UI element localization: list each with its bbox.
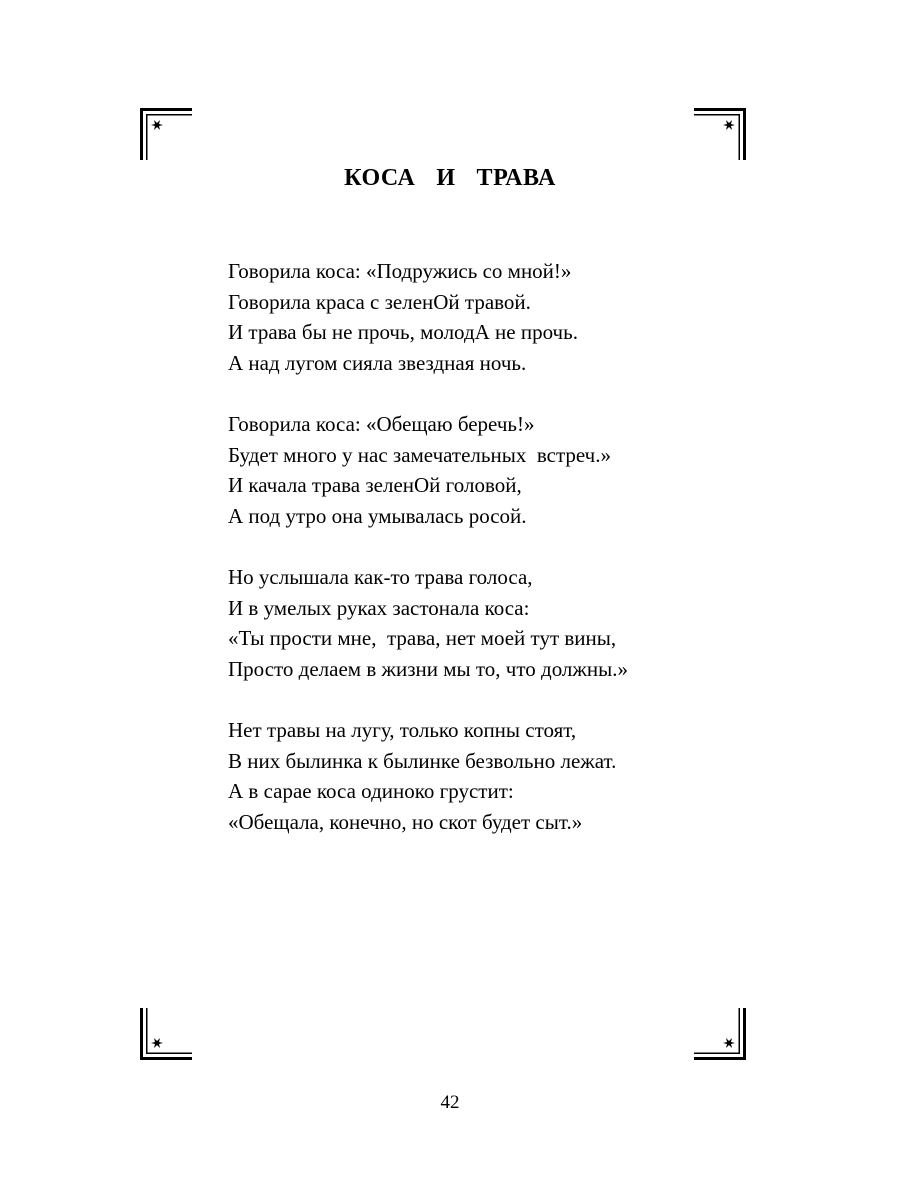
- poem-line: И трава бы не прочь, молодА не прочь.: [228, 320, 578, 344]
- poem-line: А под утро она умывалась росой.: [228, 503, 527, 528]
- poem-title: КОСА И ТРАВА: [344, 165, 556, 191]
- poem-line: Нет травы на лугу, только копны стоят,: [228, 718, 577, 742]
- corner-ornament-bottom-right-icon: [692, 1006, 748, 1062]
- poem-line: «Ты прости мне, трава, нет моей тут вины,: [228, 626, 617, 650]
- poem-line: Будет много у нас замечательных встреч.»: [228, 442, 611, 467]
- poem-line: А над лугом сияла звездная ночь.: [228, 350, 527, 375]
- stanza-4: [228, 715, 788, 837]
- poem-line: Просто делаем в жизни мы то, что должны.»: [228, 656, 629, 681]
- poem-body: [228, 256, 788, 868]
- poem-line: И качала трава зеленОй головой,: [228, 473, 522, 497]
- corner-ornament-top-right-icon: [692, 106, 748, 162]
- poem-line: В них былинка к былинке безвольно лежат.: [228, 748, 617, 773]
- poem-line: Говорила коса: «Обещаю беречь!»: [228, 412, 535, 436]
- poem-line: А в сарае коса одиноко грустит:: [228, 779, 514, 803]
- stanza-3: [228, 562, 788, 684]
- poem-line: Говорила краса с зеленОй травой.: [228, 289, 531, 314]
- poem-line: «Обещала, конечно, но скот будет сыт.»: [228, 809, 583, 834]
- poem-line: И в умелых руках застонала коса:: [228, 595, 530, 620]
- poem-line: Говорила коса: «Подружись со мной!»: [228, 259, 572, 283]
- stanza-1: [228, 256, 788, 378]
- poem-line: Но услышала как-то трава голоса,: [228, 565, 533, 589]
- page-number: 42: [440, 1092, 460, 1113]
- corner-ornament-top-left-icon: [138, 106, 194, 162]
- corner-ornament-bottom-left-icon: [138, 1006, 194, 1062]
- stanza-2: [228, 409, 788, 531]
